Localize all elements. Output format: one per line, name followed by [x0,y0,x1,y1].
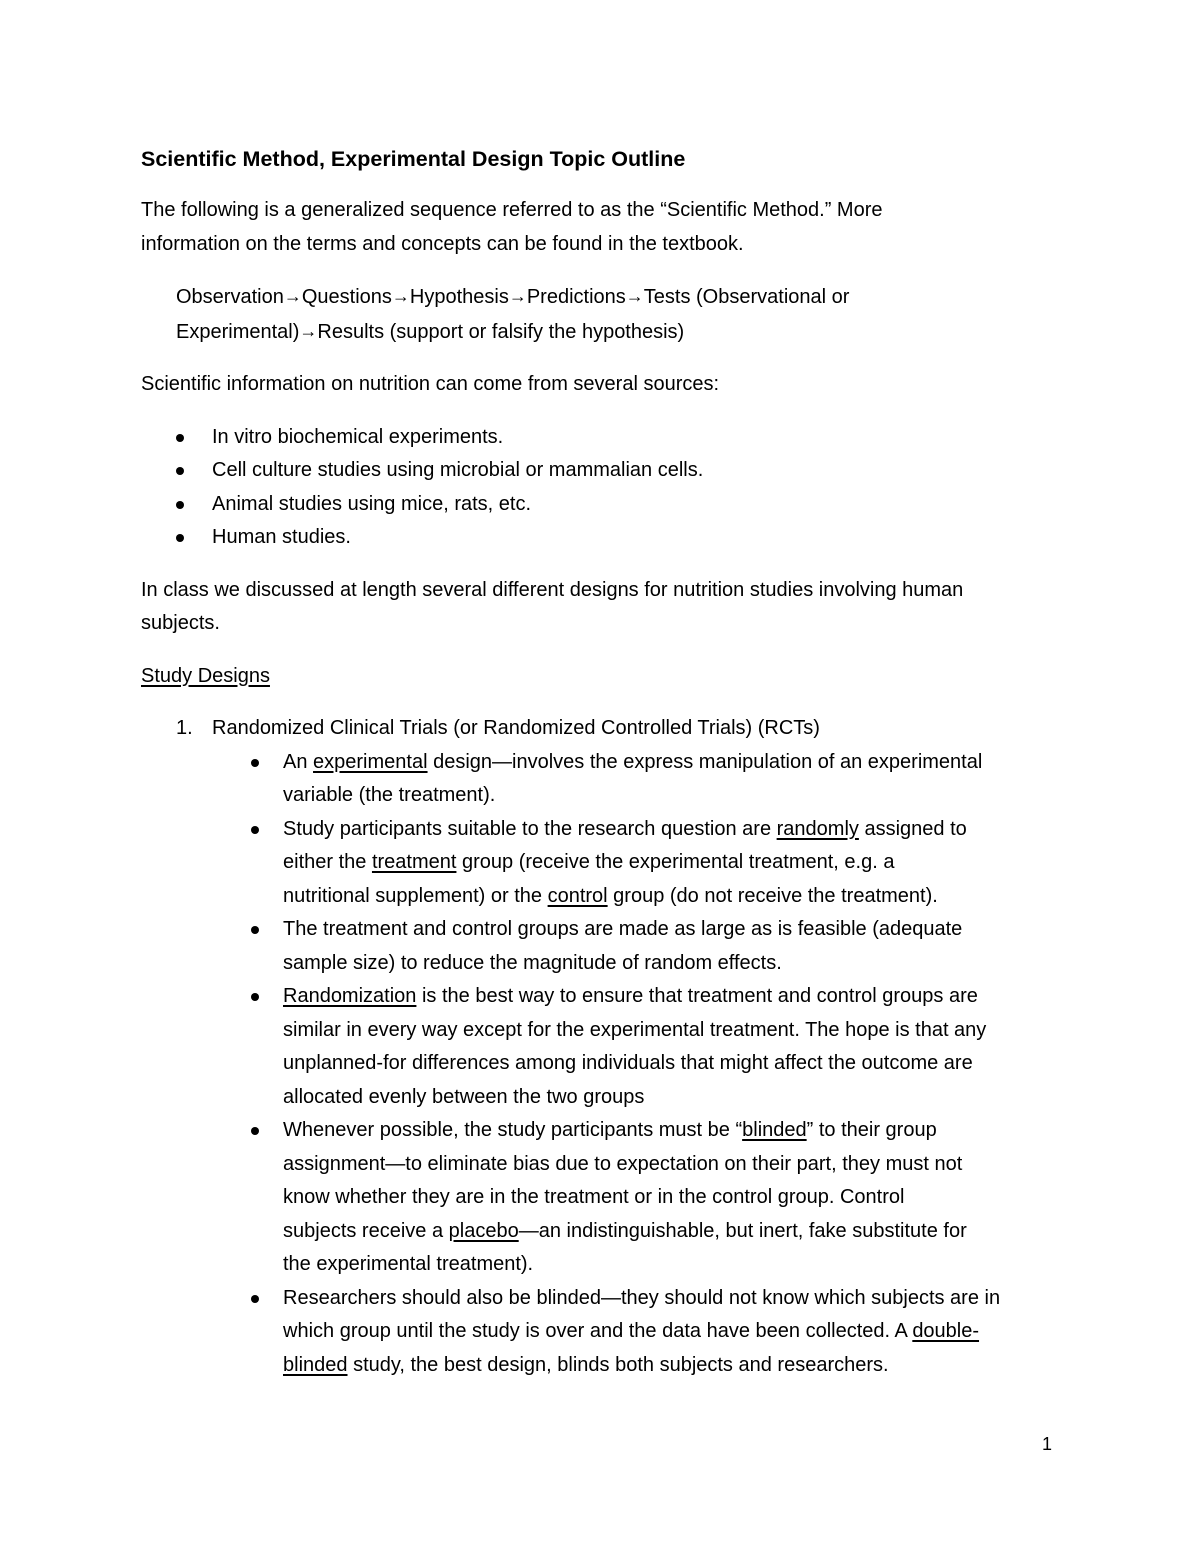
step-tests: Tests (Observational or [643,286,850,308]
list-item: Cell culture studies using microbial or mammalian cells. [141,454,1061,488]
sources-list [141,421,1061,555]
class-line-2: subjects. [141,612,220,634]
list-item: In vitro biochemical experiments. [141,421,1061,455]
page-number: 1 [1042,1434,1053,1454]
text-run: allocated evenly between the two groups [283,1085,645,1108]
method-sequence [176,280,1061,349]
term-treatment: treatment [371,851,457,873]
list-item [141,746,1061,813]
step-questions: Questions [301,286,392,308]
text-run: group (receive the experimental treatment, e.g. a [456,851,895,873]
text-run: subjects receive a [283,1219,449,1242]
text-run: study, the best design, blinds both subjects and researchers. [347,1353,889,1376]
term-blinded: blinded [742,1119,807,1141]
class-paragraph [141,574,1061,641]
list-item: Animal studies using mice, rats, etc. [141,488,1061,522]
text-run: assigned to [858,817,967,840]
text-run: Whenever possible, the study participants must be “ [283,1119,743,1141]
sources-intro: Scientific information on nutrition can come from several sources: [141,373,720,395]
text-run: either the [283,851,372,873]
text-run: similar in every way except for the experimental treatment. The hope is that any [283,1018,987,1041]
text-run: An [283,750,314,773]
text-run: variable (the treatment). [283,784,496,806]
class-line-1: In class we discussed at length several different designs for nutrition studies involving human [141,578,964,601]
term-randomization: Randomization [283,985,417,1007]
item-label: Randomized Clinical Trials (or Randomized Controlled Trials) (RCTs) [212,717,820,739]
step-observation: Observation [176,286,284,308]
step-hypothesis: Hypothesis [409,286,509,308]
text-run: ” to their group [806,1119,937,1141]
arrow-right-icon: → [283,286,302,306]
list-item [141,913,1061,980]
text-run: which group until the study is over and the data have been collected. A [283,1320,913,1342]
list-item [141,1282,1061,1383]
intro-line-1: The following is a generalized sequence referred to as the “Scientific Method.” More [141,199,883,221]
term-double: double- [912,1320,980,1342]
text-run: sample size) to reduce the magnitude of random effects. [283,951,782,974]
intro-line-2: information on the terms and concepts can be found in the textbook. [141,232,744,255]
text-run: the experimental treatment). [283,1253,534,1275]
text-run: The treatment and control groups are made as large as is feasible (adequate [283,918,963,940]
page-title: Scientific Method, Experimental Design Topic Outline [141,147,686,171]
intro-paragraph [141,194,1061,261]
arrow-right-icon: → [299,320,318,341]
text-run: Researchers should also be blinded—they should not know which subjects are in [283,1286,1001,1309]
text-run: nutritional supplement) or the [283,884,548,907]
text-run: Study participants suitable to the research question are [283,817,777,840]
term-control: control [547,884,608,907]
arrow-right-icon: → [391,286,410,306]
arrow-right-icon: → [508,286,527,306]
step-results: Results (support or falsify the hypothesis) [317,320,685,343]
term-experimental: experimental [313,750,428,773]
text-run: know whether they are in the treatment or in the control group. Control [283,1186,905,1208]
document-body [141,141,1061,1382]
text-run: group (do not receive the treatment). [607,884,938,907]
arrow-right-icon: → [625,286,644,306]
list-item [141,1114,1061,1282]
term-blinded-2: blinded [283,1353,348,1376]
step-tests-cont: Experimental) [176,320,300,343]
text-run: design—involves the express manipulation of an experimental [427,750,983,773]
text-run: assignment—to eliminate bias due to expectation on their part, they must not [283,1152,963,1175]
list-item [141,980,1061,1114]
text-run: —an indistinguishable, but inert, fake substitute for [518,1219,967,1242]
step-predictions: Predictions [526,286,626,308]
study-designs-heading: Study Designs [141,664,270,687]
study-design-item-1 [141,712,1061,746]
term-placebo: placebo [448,1219,519,1242]
rct-bullets [141,746,1061,1383]
text-run: is the best way to ensure that treatment and control groups are [416,985,978,1007]
list-item: Human studies. [141,521,1061,555]
text-run: unplanned-for differences among individuals that might affect the outcome are [283,1052,973,1074]
list-item [141,813,1061,914]
term-randomly: randomly [776,817,859,840]
item-number: 1. [176,717,193,739]
